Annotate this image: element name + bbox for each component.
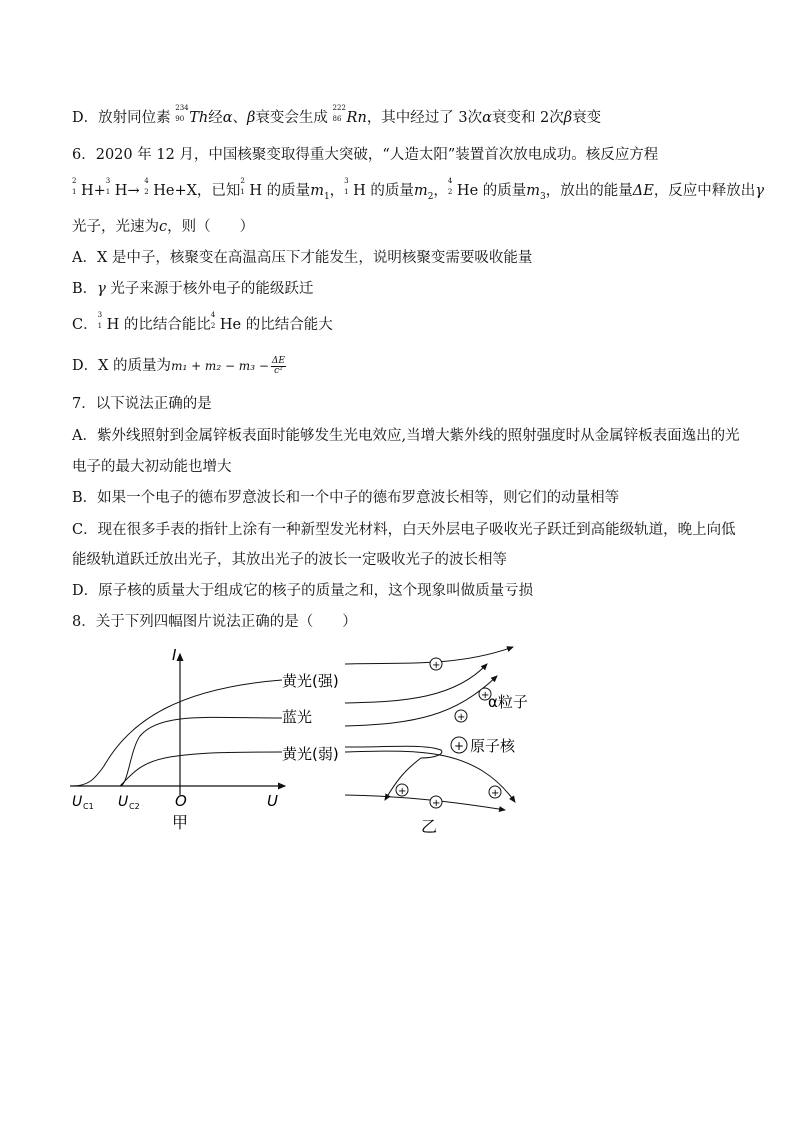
gamma-symbol: γ — [755, 183, 764, 199]
alpha-label: α粒子 — [488, 693, 528, 711]
plus-sign: + — [398, 786, 407, 797]
charge-number: 90 — [175, 115, 185, 123]
charge-number: 2 — [447, 188, 453, 196]
question-6-option-d — [72, 356, 286, 376]
deuterium — [240, 177, 249, 201]
plus-sign: + — [432, 660, 441, 671]
mass-symbol: m — [526, 183, 541, 199]
caption-jia: 甲 — [172, 813, 189, 832]
text: 经 — [208, 110, 223, 126]
question-6-option-a: A．X 是中子，核聚变在高温高压下才能发生，说明核聚变需要吸收能量 — [72, 250, 533, 266]
charge-number: 1 — [105, 188, 111, 196]
tritium — [97, 311, 107, 335]
text: 衰变 — [572, 110, 602, 126]
mass-number: 222 — [332, 104, 346, 112]
plus-sign: + — [491, 788, 500, 799]
question-7-option-a-line2: 电子的最大初动能也增大 — [72, 459, 232, 475]
text: He 的质量 — [456, 183, 527, 199]
thorium-symbol: Th — [189, 110, 209, 126]
trajectory-alpha-upper — [345, 676, 497, 726]
question-6-option-c — [72, 311, 333, 335]
question-8-title: 8．关于下列四幅图片说法正确的是（ ） — [72, 614, 357, 630]
energy-fraction — [271, 357, 286, 376]
mass-number: 3 — [344, 177, 349, 185]
text: C． — [72, 317, 98, 333]
mass-number: 4 — [210, 311, 216, 319]
text: 衰变和 2次 — [491, 110, 564, 126]
question-7-option-c-line2: 能级轨道跃迁放出光子，其放出光子的波长一定吸收光子的波长相等 — [72, 552, 507, 568]
numerator: ΔE — [271, 355, 285, 366]
mass-number: 4 — [447, 177, 453, 185]
text: ，放出的能量 — [545, 183, 633, 199]
text: H 的质量 — [249, 183, 311, 199]
axis-label-i: I — [172, 646, 177, 664]
text: D．X 的质量为 — [72, 358, 172, 374]
charge-number: 2 — [144, 188, 149, 196]
uc2-label: U — [118, 794, 129, 810]
deuterium — [72, 177, 81, 201]
text: ， — [329, 183, 345, 199]
mass-symbol: m — [310, 183, 324, 199]
charge-number: 2 — [210, 322, 216, 330]
mass-symbol: m — [413, 183, 428, 199]
mass-number: 234 — [175, 104, 189, 112]
text: H 的比结合能比 — [106, 317, 211, 333]
text: 、 — [232, 110, 248, 126]
helium — [447, 177, 457, 201]
plus-sign: + — [457, 712, 466, 723]
tritium — [105, 177, 115, 201]
uc1-label: U — [72, 794, 83, 810]
radon-nuclide — [332, 104, 347, 128]
charge-number: 86 — [332, 115, 342, 123]
question-7-option-a-line1: A．紫外线照射到金属锌板表面时能够发生光电效应,当增大紫外线的照射强度时从金属锌板表面逸出的光 — [72, 428, 740, 444]
mass-number: 4 — [144, 177, 149, 185]
trajectory-bottom — [345, 795, 505, 810]
alpha-symbol: α — [222, 110, 233, 126]
tritium — [344, 177, 353, 201]
alpha-particles — [396, 658, 501, 809]
uc2-subscript: C2 — [129, 802, 140, 811]
text: H — [114, 183, 128, 199]
helium — [210, 311, 220, 335]
question-7-option-d: D．原子核的质量大于组成它的核子的质量之和，这个现象叫做质量亏损 — [72, 583, 534, 599]
question-6-option-b — [72, 279, 313, 299]
charge-number: 1 — [344, 188, 349, 196]
curve-yellow-strong — [72, 680, 282, 786]
subscript: 2 — [427, 191, 434, 202]
option-d-q5 — [72, 104, 602, 128]
plus-sign: + — [432, 798, 441, 809]
option-label: D．放射同位素 — [72, 110, 176, 126]
text: 光子，光速为 — [72, 219, 159, 235]
charge-number: 1 — [240, 188, 245, 196]
question-7-option-b: B．如果一个电子的德布罗意波长和一个中子的德布罗意波长相等，则它们的动量相等 — [72, 490, 620, 506]
text: B． — [72, 281, 98, 297]
beta-symbol: β — [247, 110, 256, 126]
label-blue: 蓝光 — [282, 708, 313, 726]
helium — [144, 177, 153, 201]
question-7-title: 7．以下说法正确的是 — [72, 396, 212, 412]
question-6-line3 — [72, 217, 254, 237]
question-6-equation — [72, 177, 764, 207]
axis-label-u: U — [267, 792, 278, 810]
trajectory-top — [345, 647, 513, 664]
plus-sign: + — [481, 690, 490, 701]
question-7-option-c-line1: C．现在很多手表的指针上涂有一种新型发光材料，白天外层电子吸收光子跃迁到高能级轨道，晚上向低 — [72, 522, 736, 538]
subscript: 3 — [540, 191, 546, 202]
text: ，其中经过了 3次 — [366, 110, 483, 126]
subscript: 1 — [323, 191, 330, 202]
text: H+ — [81, 183, 106, 199]
trajectory-backscatter — [345, 746, 442, 800]
mass-number: 2 — [240, 177, 245, 185]
trajectory-upper-deflect — [345, 664, 490, 703]
text: ，则（ ） — [167, 219, 255, 235]
thorium-nuclide — [175, 104, 189, 128]
charge-number: 1 — [97, 322, 103, 330]
radon-symbol: Rn — [346, 110, 367, 126]
label-yellow-weak: 黄光(弱) — [282, 745, 339, 763]
uc1-subscript: C1 — [83, 802, 94, 811]
charge-number: 1 — [72, 188, 77, 196]
mass-number: 2 — [72, 177, 77, 185]
text: He+X，已知 — [153, 183, 241, 199]
question-6-title: 6．2020 年 12 月，中国核聚变取得重大突破，“人造太阳”装置首次放电成功。核反应方程 — [72, 147, 659, 163]
plus-sign: + — [454, 739, 465, 753]
gamma-symbol: γ — [97, 281, 106, 297]
label-yellow-strong: 黄光(强) — [282, 672, 339, 690]
delta-e-symbol: ΔE — [632, 183, 654, 199]
denominator: c² — [274, 365, 283, 376]
curve-yellow-weak — [120, 752, 282, 786]
alpha-symbol: α — [482, 110, 492, 126]
figure-jia-photoelectric-graph — [60, 640, 339, 840]
text: ， — [433, 183, 448, 199]
mass-expression: m₁ + m₂ − m₃ − — [171, 359, 269, 373]
text: H 的质量 — [353, 183, 414, 199]
mass-number: 3 — [97, 311, 103, 319]
nucleus-label: 原子核 — [470, 737, 516, 755]
beta-symbol: β — [563, 110, 573, 126]
arrow: → — [127, 183, 140, 199]
mass-number: 3 — [105, 177, 111, 185]
figure-yi-alpha-scattering — [335, 640, 545, 840]
caption-yi: 乙 — [421, 817, 438, 836]
text: 光子来源于核外电子的能级跃迁 — [105, 281, 314, 297]
text: He 的比结合能大 — [219, 317, 333, 333]
text: 衰变会生成 — [255, 110, 333, 126]
origin-label: O — [175, 792, 187, 810]
text: ，反应中释放出 — [653, 183, 756, 199]
speed-of-light-symbol: c — [159, 219, 168, 235]
